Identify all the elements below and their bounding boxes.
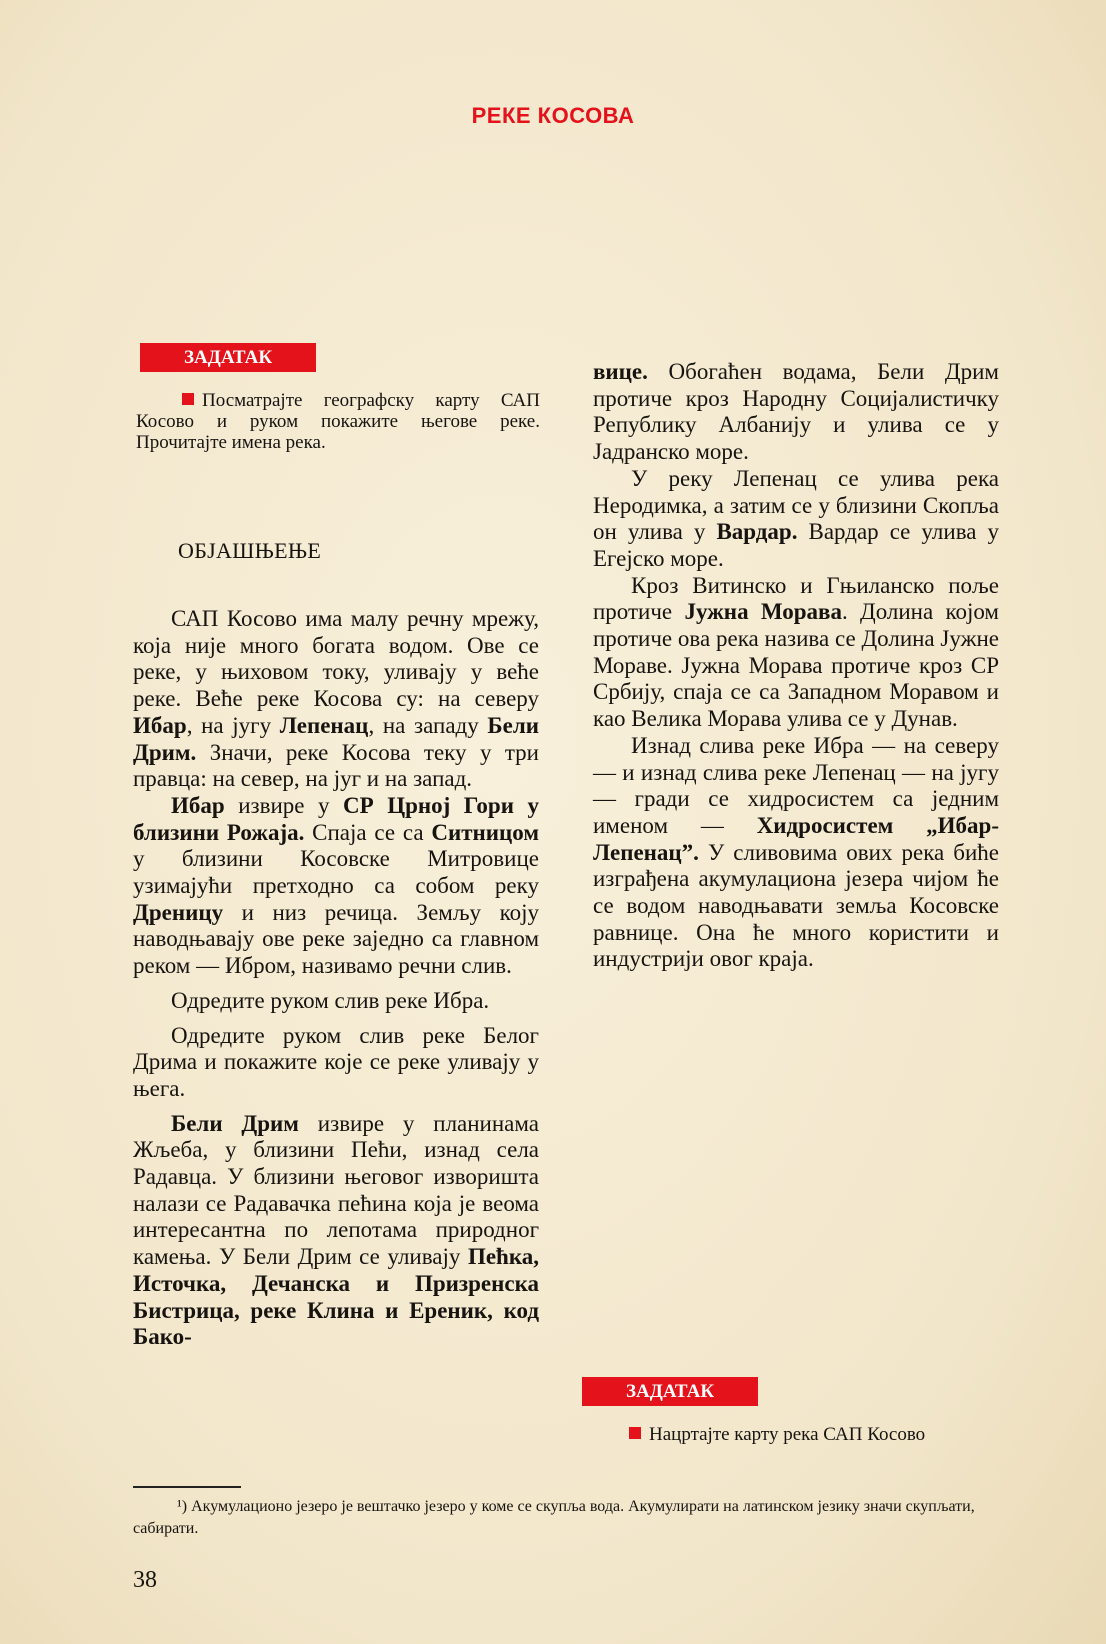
task-badge: ЗАДАТАК [140,343,316,372]
footnote-rule [133,1486,241,1488]
task-text-content: Нацртајте карту река САП Косово [649,1424,926,1445]
red-square-icon [182,393,194,405]
paragraph: Одредите руком слив реке Белог Дрима и покажите које се реке уливају у њега. [133,1022,539,1101]
paragraph: вице. Обогаћен водама, Бели Дрим протиче кроз Народну Социјалистичку Републику Албанију и улива се у Јадранско море. [593,359,999,465]
left-column [133,606,539,1351]
footnote [133,1496,1003,1540]
paragraph: У реку Лепенац се улива река Неродимка, а затим се у близини Скопља он улива у Вардар. Вардар се улива у Егејско море. [593,465,999,571]
red-square-icon [629,1427,641,1439]
page-number: 38 [133,1567,157,1593]
section-heading: ОБЈАШЊЕЊЕ [178,538,322,563]
paragraph: Кроз Витинско и Гњиланско поље протиче Јужна Морава. Долина којом протиче ова река назива се Долина Јужне Мораве. Јужна Морава протиче кроз СР Србију, спаја се са Западном Моравом и као Велика Морава улива се у Дунав. [593,572,999,732]
footnote-text: Акумулационо језеро је вештачко језеро у коме се скупља вода. Акумулирати на латинском језику значи скупљати, сабирати. [133,1498,975,1537]
paragraph: Изнад слива реке Ибра — на северу — и изнад слива реке Лепенац — на југу — гради се хидросистем са једним именом — Хидросистем „Ибар-Лепенац”. У сливовима ових река биће изграђена акумулациона језера чијом ће се водом наводњавати земља Косовске равнице. Она ће много користити и индустрији овог краја. [593,732,999,972]
paragraph: САП Косово има малу речну мрежу, која није много богата водом. Ове се реке, у њиховом току, уливају у веће реке. Веће реке Косова су: на северу Ибар, на југу Лепенац, на западу Бели Дрим. Значи, реке Косова теку у три правца: на север, на југ и на запад. [133,606,539,792]
task-text [593,1424,999,1445]
task-text-content: Посматрајте географску карту САП Косово и руком покажите његове реке. Прочитајте имена река. [136,390,540,453]
task-text [136,390,540,453]
right-column [593,359,999,973]
page-title: РЕКЕ КОСОВА [471,103,635,128]
paragraph: Одредите руком слив реке Ибра. [171,987,490,1013]
paragraph: Бели Дрим извире у планинама Жљеба, у близини Пећи, изнад села Радавца. У близини његовог изворишта налази се Радавачка пећина која је веома интересантна по лепотама природног камења. У Бели Дрим се уливају Пећка, Источка, Дечанска и Призренска Бистрица, реке Клина и Ереник, код Бако- [133,1110,539,1350]
footnote-mark: ¹) [177,1498,188,1515]
task-badge: ЗАДАТАК [582,1377,758,1406]
paragraph: Ибар извире у СР Црној Гори у близини Рожаја. Спаја се са Ситницом у близини Косовске Митровице узимајући претходно са собом реку Дреницу и низ речица. Земљу коју наводњавају ове реке заједно са главном реком — Ибром, називамо речни слив. [133,792,539,979]
